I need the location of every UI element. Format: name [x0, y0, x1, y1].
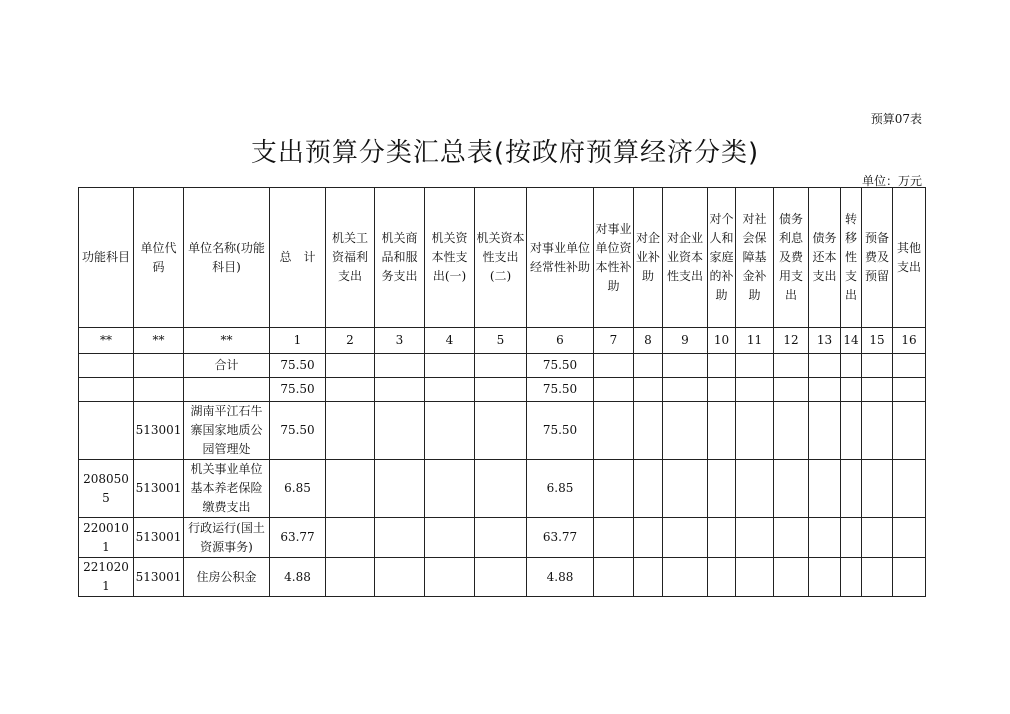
table-cell: [375, 460, 425, 518]
table-cell: [594, 558, 634, 597]
table-cell: 单位名称(功能科目): [184, 188, 270, 328]
table-cell: 1: [270, 328, 326, 354]
table-cell: 对事业单位经常性补助: [527, 188, 594, 328]
table-cell: 4: [425, 328, 475, 354]
table-cell: 2080505: [79, 460, 134, 518]
table-cell: 513001: [134, 460, 184, 518]
table-cell: 7: [594, 328, 634, 354]
table-cell: [594, 460, 634, 518]
table-cell: [809, 518, 841, 558]
table-cell: [708, 378, 736, 402]
table-cell: 8: [634, 328, 663, 354]
table-cell: [425, 354, 475, 378]
table-cell: 对个人和家庭的补助: [708, 188, 736, 328]
table-cell: [425, 558, 475, 597]
table-cell: [79, 402, 134, 460]
table-cell: [893, 402, 926, 460]
table-cell: [425, 402, 475, 460]
table-cell: 13: [809, 328, 841, 354]
table-cell: [862, 558, 893, 597]
table-cell: [663, 460, 708, 518]
table-cell: 对事业单位资本性补助: [594, 188, 634, 328]
table-cell: **: [184, 328, 270, 354]
table-cell: 75.50: [527, 354, 594, 378]
table-cell: [774, 558, 809, 597]
table-cell: [375, 558, 425, 597]
table-cell: [634, 558, 663, 597]
table-cell: [663, 558, 708, 597]
table-cell: [326, 378, 375, 402]
table-cell: 2210201: [79, 558, 134, 597]
table-row: [79, 354, 926, 378]
table-cell: [634, 378, 663, 402]
table-cell: 对企业业资本性支出: [663, 188, 708, 328]
table-cell: [375, 354, 425, 378]
table-cell: [326, 558, 375, 597]
page-label: 预算07表: [870, 112, 922, 126]
table-row: [79, 378, 926, 402]
table-cell: [736, 518, 774, 558]
table-cell: 11: [736, 328, 774, 354]
table-cell: [475, 558, 527, 597]
table-cell: [326, 460, 375, 518]
table-cell: [475, 460, 527, 518]
table-cell: [736, 354, 774, 378]
table-cell: 4.88: [527, 558, 594, 597]
table-cell: 14: [841, 328, 862, 354]
table-cell: [375, 518, 425, 558]
table-cell: [475, 378, 527, 402]
table-cell: [634, 518, 663, 558]
table-cell: [774, 460, 809, 518]
unit-label: 单位：万元: [861, 174, 922, 188]
table-cell: [594, 402, 634, 460]
table-cell: 对企业补助: [634, 188, 663, 328]
table-cell: [708, 460, 736, 518]
table-cell: [774, 518, 809, 558]
table-cell: 债务利息及费用支出: [774, 188, 809, 328]
table-cell: [841, 460, 862, 518]
page-title: 支出预算分类汇总表(按政府预算经济分类): [250, 138, 760, 168]
table-cell: [708, 354, 736, 378]
table-cell: 机关事业单位基本养老保险缴费支出: [184, 460, 270, 518]
table-cell: **: [79, 328, 134, 354]
table-cell: [736, 460, 774, 518]
table-cell: [862, 354, 893, 378]
table-cell: 湖南平江石牛寨国家地质公园管理处: [184, 402, 270, 460]
table-cell: [134, 354, 184, 378]
table-cell: [475, 402, 527, 460]
table-cell: 75.50: [270, 354, 326, 378]
table-cell: 513001: [134, 518, 184, 558]
table-cell: 513001: [134, 402, 184, 460]
table-cell: [134, 378, 184, 402]
table-cell: **: [134, 328, 184, 354]
table-cell: [862, 402, 893, 460]
table-cell: 6.85: [270, 460, 326, 518]
table-cell: 2: [326, 328, 375, 354]
table-cell: 9: [663, 328, 708, 354]
table-cell: 功能科目: [79, 188, 134, 328]
table-cell: [594, 378, 634, 402]
table-cell: [634, 402, 663, 460]
table-cell: 513001: [134, 558, 184, 597]
table-row: [79, 402, 926, 460]
table-cell: [425, 518, 475, 558]
table-cell: [663, 518, 708, 558]
table-cell: 6: [527, 328, 594, 354]
table-cell: 对社会保障基金补助: [736, 188, 774, 328]
table-cell: [736, 558, 774, 597]
table-cell: 63.77: [527, 518, 594, 558]
table-cell: 75.50: [527, 378, 594, 402]
table-cell: [375, 378, 425, 402]
table-cell: [79, 378, 134, 402]
header-row: [79, 188, 926, 328]
table-cell: [79, 354, 134, 378]
table-cell: [594, 518, 634, 558]
table-cell: [809, 402, 841, 460]
table-cell: [893, 354, 926, 378]
table-cell: [862, 460, 893, 518]
table-cell: 机关工资福利支出: [326, 188, 375, 328]
table-cell: 15: [862, 328, 893, 354]
table-cell: 住房公积金: [184, 558, 270, 597]
table-cell: [893, 518, 926, 558]
table-cell: [774, 402, 809, 460]
table-row: [79, 460, 926, 518]
table-cell: [663, 402, 708, 460]
table-row: [79, 558, 926, 597]
table-cell: [841, 354, 862, 378]
table-cell: [475, 354, 527, 378]
table-cell: 预备费及预留: [862, 188, 893, 328]
table-cell: 75.50: [270, 378, 326, 402]
table-cell: 机关资本性支出(一): [425, 188, 475, 328]
table-cell: 其他支出: [893, 188, 926, 328]
table-cell: 10: [708, 328, 736, 354]
table-cell: 转移性支出: [841, 188, 862, 328]
table-cell: 机关商品和服务支出: [375, 188, 425, 328]
table-cell: 3: [375, 328, 425, 354]
table-cell: [634, 354, 663, 378]
table-cell: [841, 378, 862, 402]
table-cell: [663, 378, 708, 402]
table-cell: 6.85: [527, 460, 594, 518]
table-cell: [841, 518, 862, 558]
table-cell: [425, 378, 475, 402]
table-cell: [326, 354, 375, 378]
table-cell: [862, 518, 893, 558]
table-cell: [708, 518, 736, 558]
table-cell: [841, 558, 862, 597]
table-cell: [663, 354, 708, 378]
table-cell: 75.50: [270, 402, 326, 460]
table-cell: 行政运行(国土资源事务): [184, 518, 270, 558]
table-cell: 5: [475, 328, 527, 354]
table-cell: 机关资本性支出(二): [475, 188, 527, 328]
table-cell: 16: [893, 328, 926, 354]
table-cell: 总 计: [270, 188, 326, 328]
table-cell: [893, 558, 926, 597]
table-cell: [893, 378, 926, 402]
table-row: [79, 518, 926, 558]
table-cell: [375, 402, 425, 460]
table-cell: [809, 378, 841, 402]
table-cell: [708, 558, 736, 597]
table-cell: [893, 460, 926, 518]
table-cell: [594, 354, 634, 378]
table-cell: [774, 354, 809, 378]
table-cell: [862, 378, 893, 402]
table-cell: 75.50: [527, 402, 594, 460]
table-cell: [326, 518, 375, 558]
table-cell: 63.77: [270, 518, 326, 558]
table-cell: 2200101: [79, 518, 134, 558]
table-cell: [736, 402, 774, 460]
index-row: [79, 328, 926, 354]
table-cell: [774, 378, 809, 402]
table-cell: [809, 558, 841, 597]
table-cell: 单位代码: [134, 188, 184, 328]
table-cell: [809, 460, 841, 518]
table-cell: [809, 354, 841, 378]
table-cell: 12: [774, 328, 809, 354]
table-cell: 债务还本支出: [809, 188, 841, 328]
table-cell: [708, 402, 736, 460]
table-cell: [326, 402, 375, 460]
table-cell: [634, 460, 663, 518]
table-cell: [425, 460, 475, 518]
table-cell: [841, 402, 862, 460]
table-cell: 合计: [184, 354, 270, 378]
table-cell: [184, 378, 270, 402]
budget-table: [78, 187, 926, 597]
table-cell: [475, 518, 527, 558]
table-cell: [736, 378, 774, 402]
table-cell: 4.88: [270, 558, 326, 597]
